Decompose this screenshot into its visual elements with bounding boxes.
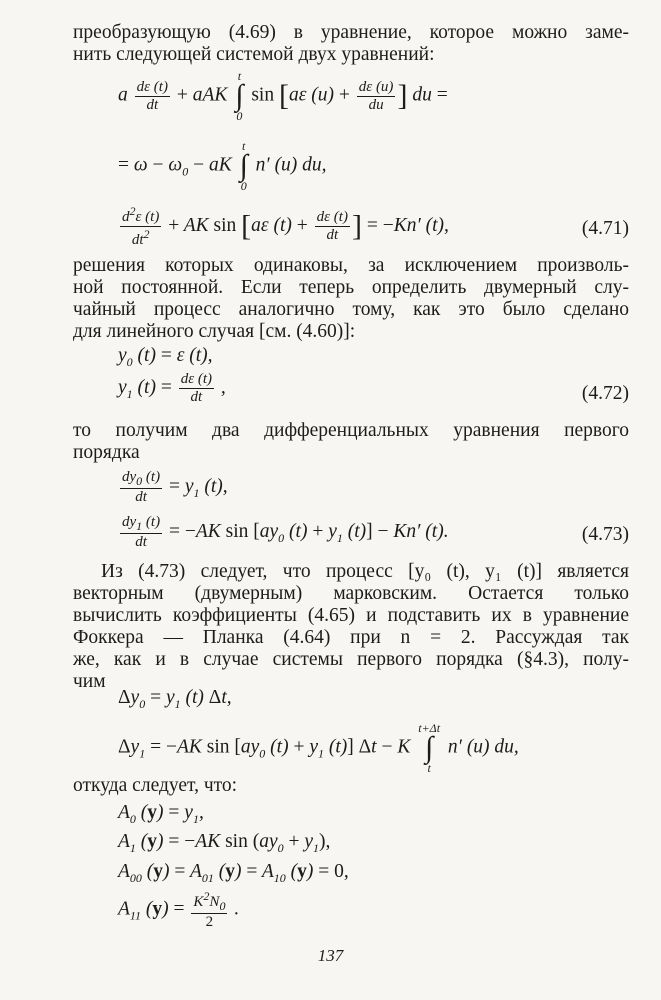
fraction: $\frac{d^2\varepsilon (t)}{dt^2}$ <box>122 204 160 248</box>
text-line: вычислить коэффициенты (4.65) и подставить их в уравнение <box>73 605 629 626</box>
fraction: $\frac{d\varepsilon (t)}{dt}$ <box>180 371 213 405</box>
equation-473-line1: $\frac{dy_0 (t)}{dt}$ = $y_1$ (t), <box>122 469 228 505</box>
text-line: для линейного случая [см. (4.60)]: <box>73 321 356 342</box>
equation-delta-y1: $\Delta y_1 = -AK$ $\sin [ay_0$ $(t) + y_1$ (t)] Δt − K t+Δt ∫ t n′ (u) du, <box>118 721 519 775</box>
integral-sign: t ∫ 0 <box>235 69 244 123</box>
equation-a1: $A_1$ (y) = −AK $\sin (ay_0 + y_1)$, <box>118 831 331 855</box>
fraction: $\frac{K^2N_0}{2}$ <box>193 889 226 930</box>
equation-471-line2: = $\omega - \omega_0$ − aK t ∫ 0 n′ (u) du, <box>118 139 327 193</box>
equation-471-line1: a $\frac{d\varepsilon (t)}{dt}$ + aAK t ∫ 0 sin [aε (u) + $\frac{d\varepsilon (u)}{du}$ ] du = <box>118 69 448 123</box>
equation-472-line1: $y_0$ (t) = ε (t), <box>118 345 213 369</box>
page-number: 137 <box>317 946 344 965</box>
text-line: векторным (двумерным) марковским. Остается только <box>73 583 629 604</box>
fraction: $\frac{d\varepsilon (t)}{dt}$ <box>136 78 168 113</box>
integral-sign: t ∫ 0 <box>239 139 248 193</box>
fraction: $\frac{d\varepsilon (u)}{du}$ <box>358 78 394 113</box>
paragraph-markov <box>73 561 629 693</box>
fraction: $\frac{dy_1 (t)}{dt}$ <box>122 514 161 550</box>
text-line: то получим два дифференциальных уравнения первого <box>73 420 629 441</box>
text-line: чим <box>73 671 106 692</box>
equation-471-line3: $\frac{d^2\varepsilon (t)}{dt^2}$ + AK sin [aε (t) + $\frac{d\varepsilon (t)}{dt}$ ] = −Kn′ (t), (4.71) <box>122 204 629 248</box>
integral-sign: t+Δt ∫ t <box>418 721 441 775</box>
equation-472-line2: $y_1$ (t) = $\frac{d\varepsilon (t)}{dt}$ , (4.72) <box>118 371 629 405</box>
text-line: откуда следует, что: <box>73 775 238 796</box>
text-line: порядка <box>73 442 140 463</box>
paragraph-definition <box>73 255 629 343</box>
equation-number: (4.72) <box>581 383 629 404</box>
fraction: $\frac{d\varepsilon (t)}{dt}$ <box>316 209 348 243</box>
text-line: нить следующей системой двух уравнений: <box>73 44 435 65</box>
text-line: Из (4.73) следует, что процесс [y₀ (t), y₁ (t)] является <box>101 561 629 582</box>
paragraph-hence <box>73 775 629 797</box>
text-line: же, как и в случае системы первого порядка (§4.3), полу- <box>73 649 629 670</box>
equation-number: (4.73) <box>581 524 629 545</box>
text-line: решения которых одинаковы, за исключением произволь- <box>73 255 629 276</box>
equation-473-line2: $\frac{dy_1 (t)}{dt}$ = −AK $\sin [ay_0$ $(t) + y_1$ (t)] − Kn′ (t). (4.73) <box>122 514 629 550</box>
equation-a11: $A_{11}$ (y) = $\frac{K^2N_0}{2}$ . <box>118 889 240 930</box>
equation-delta-y0: $\Delta y_0 = y_1$ (t) Δt, <box>118 687 232 711</box>
text-line: Фоккера — Планка (4.64) при n = 2. Рассуждая так <box>73 627 629 648</box>
text-line: преобразующую (4.69) в уравнение, которое можно заме- <box>73 22 629 43</box>
equation-a00: $A_{00}$ $(y) = A_{01}$ $(y) = A_{10}$ (y) = 0, <box>118 861 349 885</box>
paragraph-then <box>73 420 629 464</box>
text-line: чайный процесс аналогично тому, как это было сделано <box>73 299 629 320</box>
equation-number: (4.71) <box>581 218 629 239</box>
text-line: ной постоянной. Если теперь определить двумерный слу- <box>73 277 629 298</box>
paragraph-intro <box>73 22 629 66</box>
fraction: $\frac{dy_0 (t)}{dt}$ <box>122 469 161 505</box>
equation-a0: $A_0$ $(y) = y_1$, <box>118 802 204 826</box>
